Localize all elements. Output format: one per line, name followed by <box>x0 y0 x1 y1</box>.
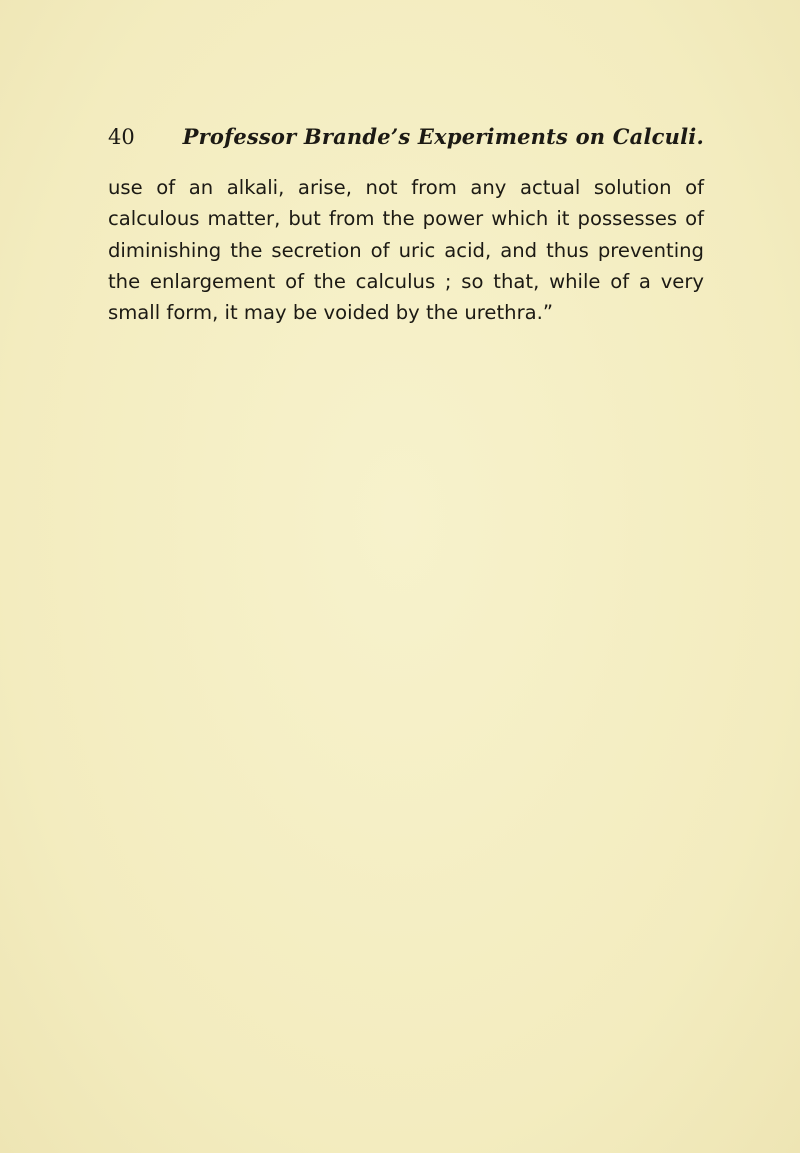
text-line: the enlargement of the calculus ; so that, while of a very <box>108 269 704 293</box>
body-paragraph <box>108 172 704 328</box>
text-line: diminishing the secretion of uric acid, and thus preventing <box>108 238 704 262</box>
text-line: small form, it may be voided by the urethra.” <box>108 301 554 325</box>
running-title: Professor Brande’s Experiments on Calculi. <box>182 124 704 149</box>
text-line: calculous matter, but from the power which it possesses of <box>108 207 704 231</box>
text-line: use of an alkali, arise, not from any actual solution of <box>108 176 704 199</box>
page-number: 40 <box>108 125 135 149</box>
running-header <box>108 124 704 164</box>
